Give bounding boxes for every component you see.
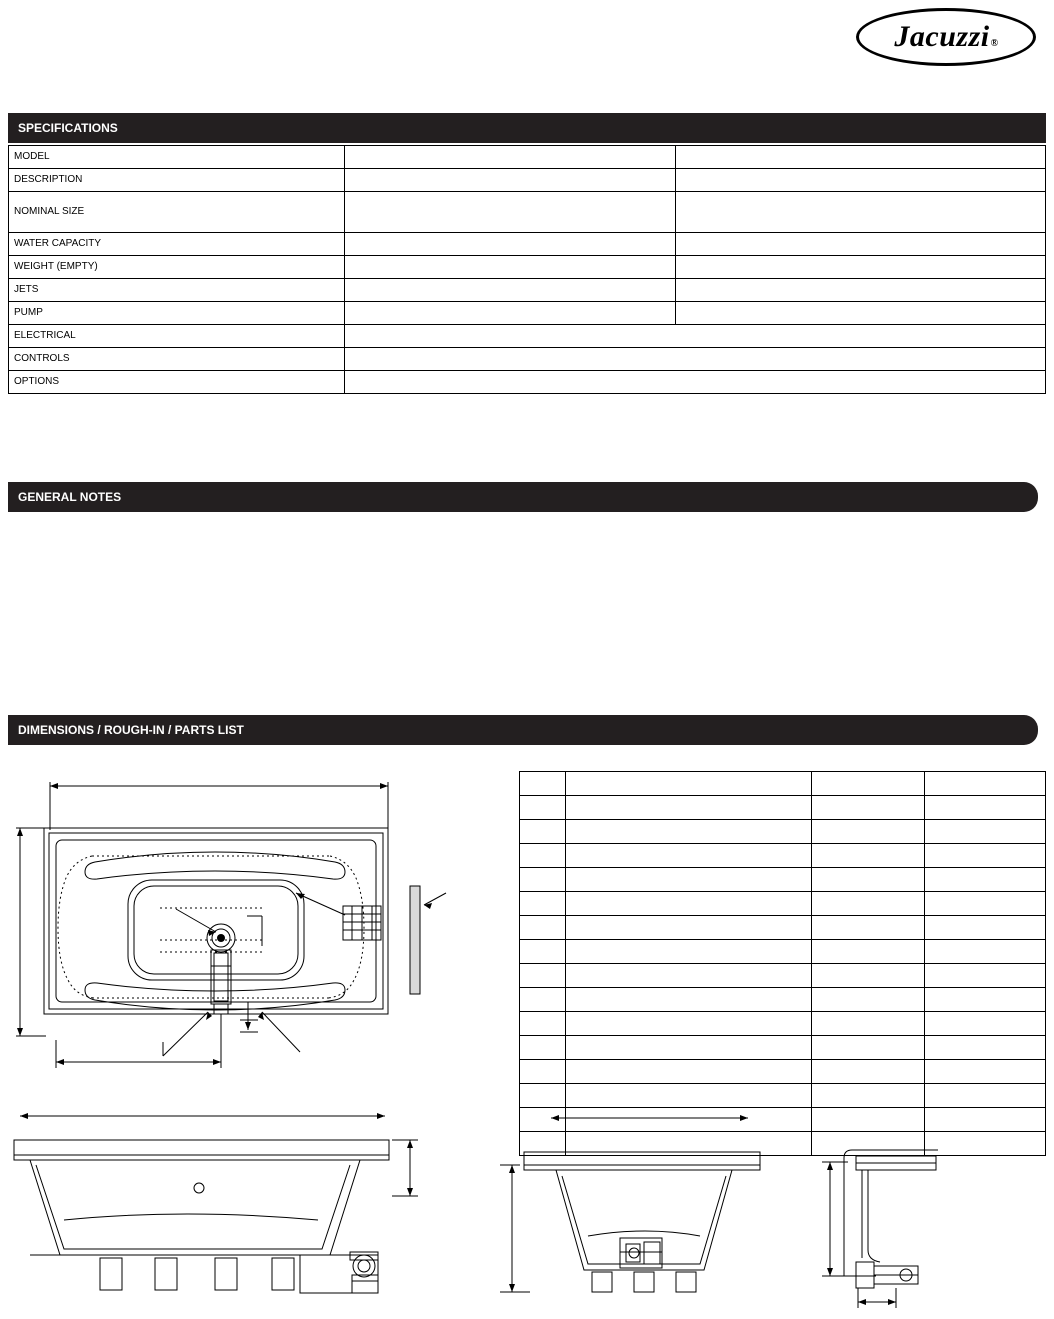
parts-cell-key <box>520 964 566 988</box>
table-row <box>9 256 1046 279</box>
parts-cell-description <box>565 1012 811 1036</box>
section-header-dimensions-label: DIMENSIONS / ROUGH-IN / PARTS LIST <box>18 723 244 737</box>
parts-cell-qty <box>811 892 924 916</box>
spec-value-2 <box>676 279 1046 302</box>
parts-cell-qty <box>811 1132 924 1156</box>
spec-value-1 <box>345 169 676 192</box>
spec-label: WATER CAPACITY <box>9 233 345 256</box>
table-header-row <box>520 772 1046 796</box>
table-row <box>520 940 1046 964</box>
parts-cell-description <box>565 964 811 988</box>
spec-label: DESCRIPTION <box>9 169 345 192</box>
parts-cell-description <box>565 796 811 820</box>
parts-cell-key <box>520 820 566 844</box>
parts-cell-key <box>520 988 566 1012</box>
spec-value-1 <box>345 256 676 279</box>
spec-label: MODEL <box>9 146 345 169</box>
parts-cell-qty <box>811 820 924 844</box>
parts-cell-qty <box>811 964 924 988</box>
parts-cell-qty <box>811 844 924 868</box>
spec-value-1 <box>345 192 676 233</box>
parts-cell-qty <box>811 1084 924 1108</box>
table-row <box>520 892 1046 916</box>
spec-value-2 <box>676 233 1046 256</box>
section-header-specifications-label: SPECIFICATIONS <box>18 121 118 135</box>
spec-value-2 <box>676 169 1046 192</box>
parts-cell-part-no <box>925 1060 1046 1084</box>
table-row <box>9 169 1046 192</box>
parts-cell-part-no <box>925 1084 1046 1108</box>
table-row <box>520 844 1046 868</box>
spec-label: CONTROLS <box>9 348 345 371</box>
spec-label: NOMINAL SIZE <box>9 192 345 233</box>
specifications-table <box>8 145 1046 394</box>
spec-value-1 <box>345 302 676 325</box>
rim-detail-section <box>822 1150 938 1308</box>
table-row <box>520 1012 1046 1036</box>
parts-cell-key <box>520 1132 566 1156</box>
parts-header-key <box>520 772 566 796</box>
parts-cell-description <box>565 940 811 964</box>
table-row <box>520 1084 1046 1108</box>
table-row <box>9 325 1046 348</box>
table-row <box>520 1036 1046 1060</box>
parts-cell-qty <box>811 1036 924 1060</box>
logo-brand-name: Jacuzzi <box>894 20 990 53</box>
table-row <box>9 146 1046 169</box>
parts-cell-part-no <box>925 796 1046 820</box>
parts-cell-description <box>565 844 811 868</box>
parts-header-part-no <box>925 772 1046 796</box>
table-row <box>520 916 1046 940</box>
parts-cell-description <box>565 1036 811 1060</box>
table-row <box>9 348 1046 371</box>
parts-cell-key <box>520 868 566 892</box>
table-row <box>9 279 1046 302</box>
spec-label: ELECTRICAL <box>9 325 345 348</box>
table-row <box>520 796 1046 820</box>
parts-cell-description <box>565 1132 811 1156</box>
table-row <box>520 820 1046 844</box>
parts-cell-qty <box>811 988 924 1012</box>
brand-logo <box>856 8 1036 66</box>
table-row <box>520 1060 1046 1084</box>
spec-label: PUMP <box>9 302 345 325</box>
table-row <box>9 192 1046 233</box>
parts-cell-key <box>520 940 566 964</box>
spec-value-2 <box>676 192 1046 233</box>
table-row <box>9 371 1046 394</box>
parts-cell-key <box>520 796 566 820</box>
parts-cell-key <box>520 1036 566 1060</box>
parts-cell-key <box>520 916 566 940</box>
parts-cell-part-no <box>925 964 1046 988</box>
parts-cell-description <box>565 988 811 1012</box>
parts-cell-part-no <box>925 1108 1046 1132</box>
parts-cell-part-no <box>925 1132 1046 1156</box>
parts-cell-description <box>565 820 811 844</box>
parts-cell-part-no <box>925 1036 1046 1060</box>
table-row <box>520 868 1046 892</box>
spec-value-span <box>345 348 1046 371</box>
spec-value-1 <box>345 279 676 302</box>
parts-cell-part-no <box>925 988 1046 1012</box>
parts-cell-qty <box>811 868 924 892</box>
table-row <box>9 302 1046 325</box>
table-row <box>9 233 1046 256</box>
logo-wordmark <box>856 8 1036 66</box>
parts-cell-qty <box>811 796 924 820</box>
parts-cell-key <box>520 892 566 916</box>
parts-header-description <box>565 772 811 796</box>
table-row <box>520 988 1046 1012</box>
parts-cell-description <box>565 868 811 892</box>
parts-cell-qty <box>811 1060 924 1084</box>
parts-cell-part-no <box>925 916 1046 940</box>
general-notes-block <box>12 525 1032 527</box>
front-elevation <box>14 1113 418 1293</box>
section-header-dimensions <box>8 715 1038 745</box>
plan-view-top <box>16 782 446 1068</box>
table-row <box>520 1108 1046 1132</box>
parts-cell-part-no <box>925 892 1046 916</box>
parts-cell-key <box>520 1012 566 1036</box>
table-row <box>520 964 1046 988</box>
parts-cell-description <box>565 1084 811 1108</box>
section-header-general-notes-label: GENERAL NOTES <box>18 490 122 504</box>
logo-registered-mark: ® <box>990 37 999 49</box>
spec-value-1 <box>345 233 676 256</box>
parts-cell-description <box>565 1060 811 1084</box>
parts-cell-qty <box>811 940 924 964</box>
parts-cell-key <box>520 1060 566 1084</box>
parts-cell-description <box>565 892 811 916</box>
spec-value-span <box>345 371 1046 394</box>
parts-cell-key <box>520 1108 566 1132</box>
parts-header-qty <box>811 772 924 796</box>
spec-label: OPTIONS <box>9 371 345 394</box>
parts-cell-description <box>565 1108 811 1132</box>
section-header-general-notes <box>8 482 1038 512</box>
parts-list-table <box>519 771 1046 1156</box>
parts-cell-qty <box>811 1108 924 1132</box>
parts-cell-description <box>565 916 811 940</box>
table-row <box>520 1132 1046 1156</box>
spec-label: WEIGHT (EMPTY) <box>9 256 345 279</box>
parts-cell-part-no <box>925 844 1046 868</box>
spec-value-2 <box>676 302 1046 325</box>
section-header-specifications <box>8 113 1046 143</box>
parts-cell-qty <box>811 1012 924 1036</box>
spec-value-1 <box>345 146 676 169</box>
spec-label: JETS <box>9 279 345 302</box>
parts-cell-part-no <box>925 868 1046 892</box>
parts-cell-key <box>520 844 566 868</box>
parts-cell-key <box>520 1084 566 1108</box>
spec-value-2 <box>676 146 1046 169</box>
parts-cell-part-no <box>925 820 1046 844</box>
parts-cell-part-no <box>925 940 1046 964</box>
spec-value-2 <box>676 256 1046 279</box>
parts-cell-qty <box>811 916 924 940</box>
spec-value-span <box>345 325 1046 348</box>
parts-cell-part-no <box>925 1012 1046 1036</box>
